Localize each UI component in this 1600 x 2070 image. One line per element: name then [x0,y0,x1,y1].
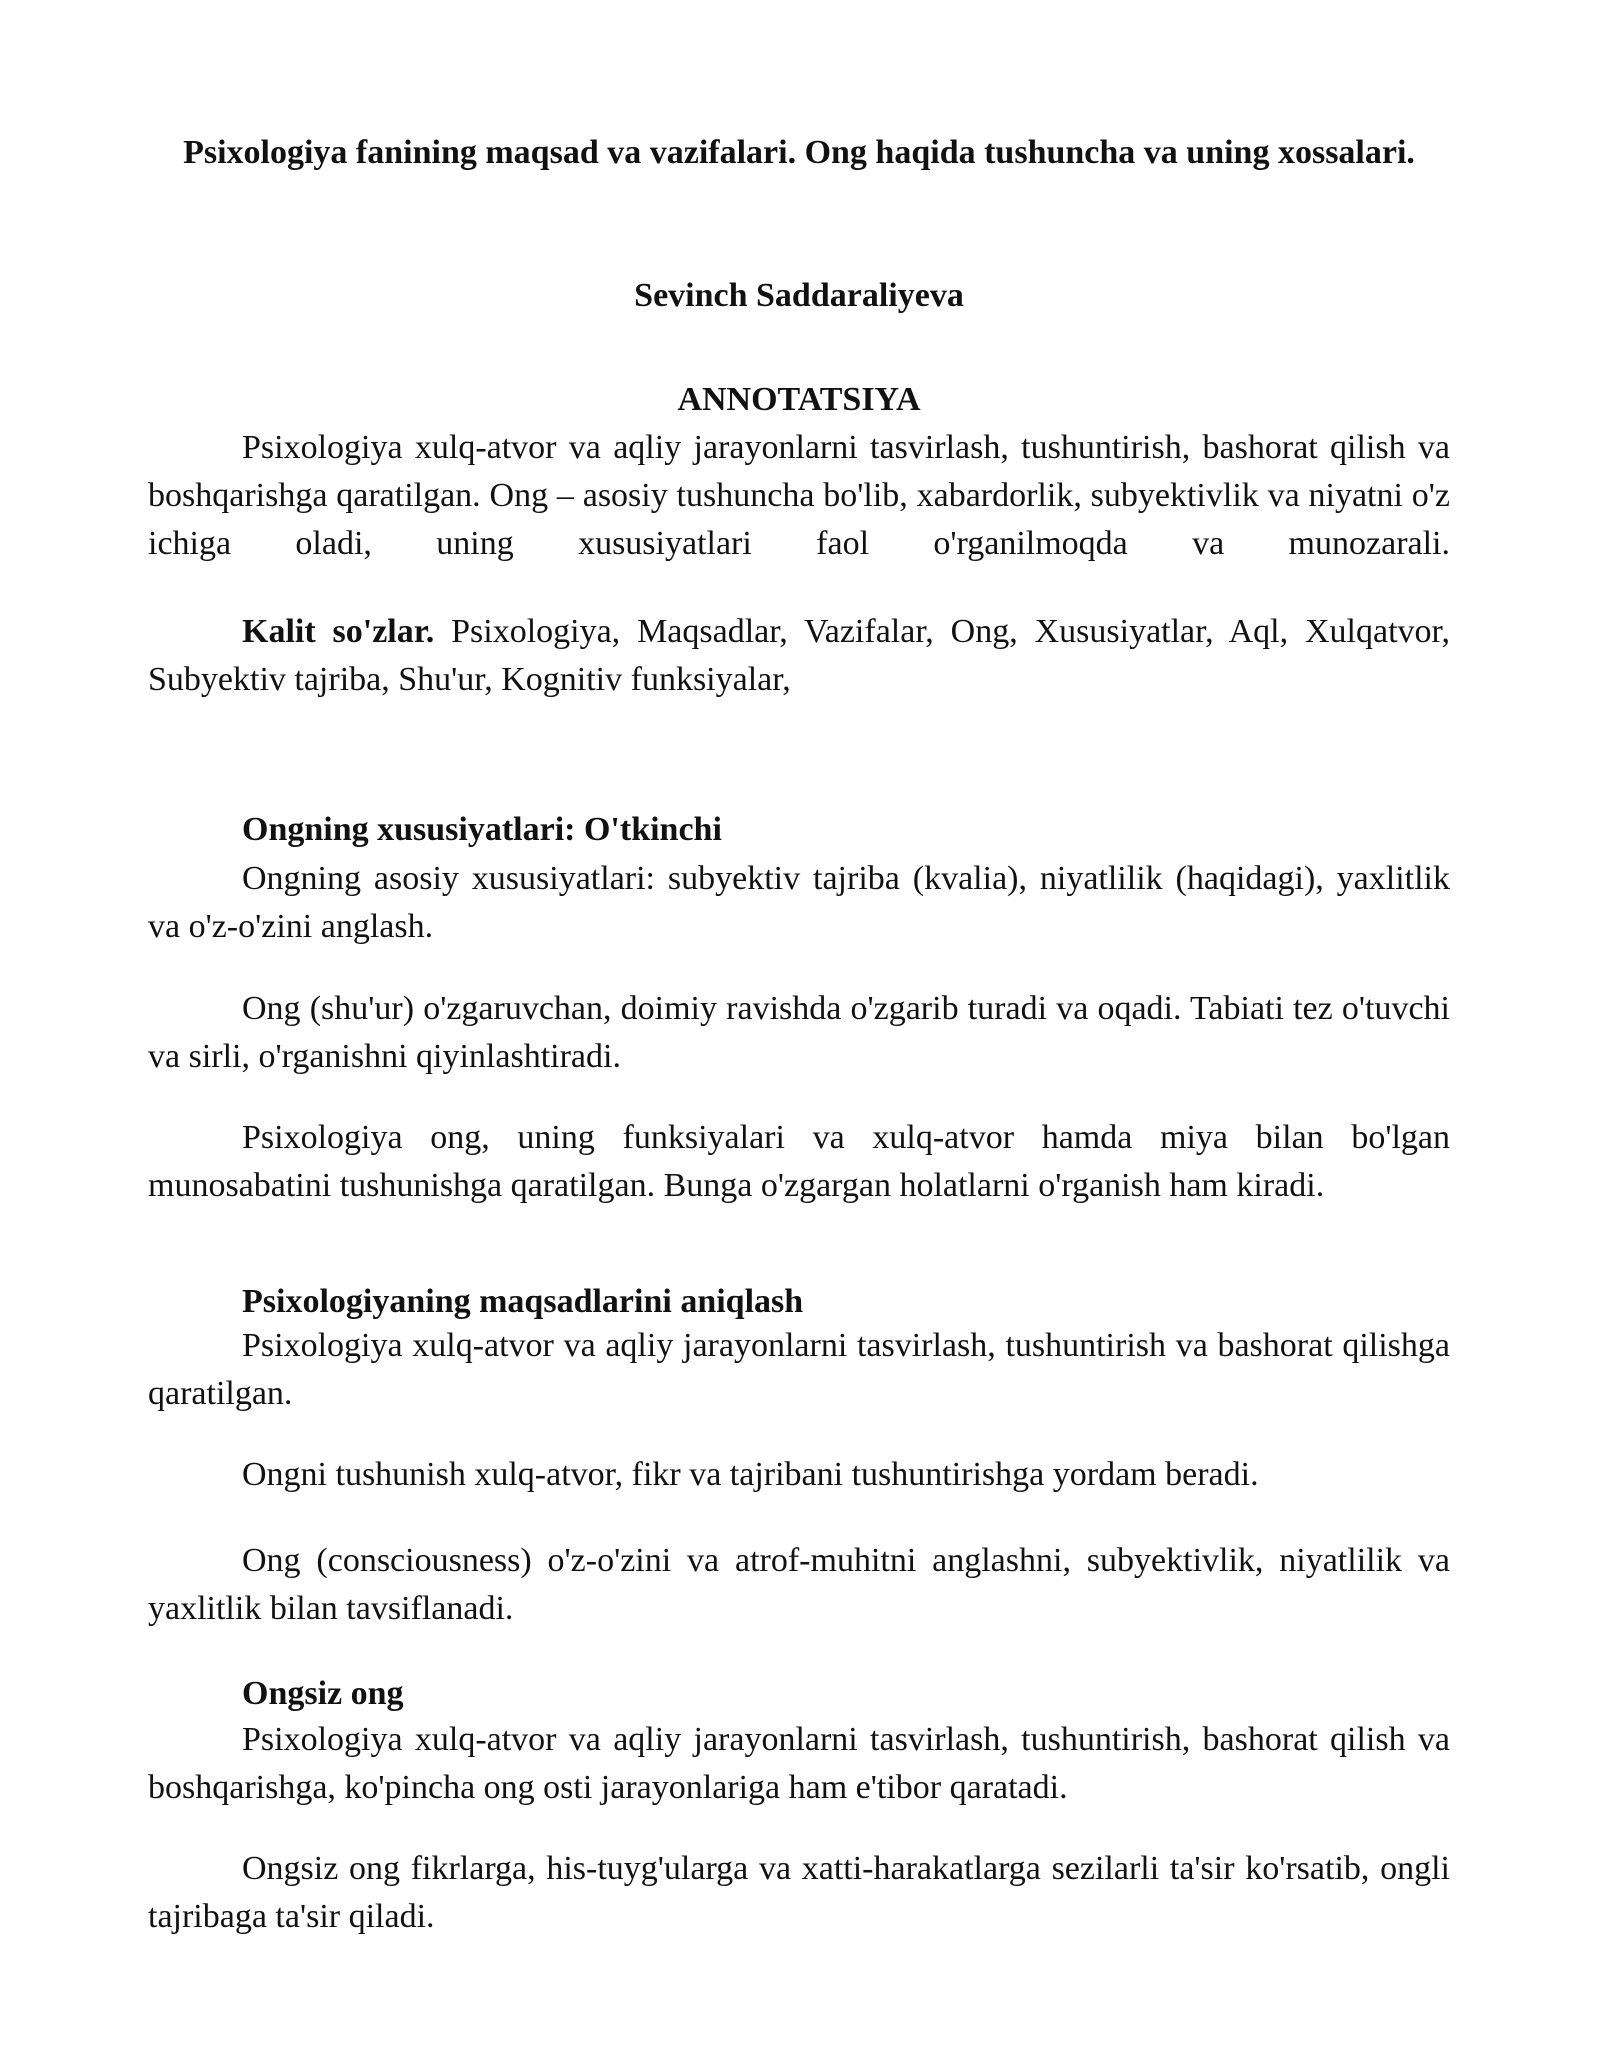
section-1-paragraph-3: Psixologiya ong, uning funksiyalari va xulq-atvor hamda miya bilan bo'lgan munosabatini tushunishga qaratilgan. Bunga o'zgargan holatlarni o'rganish ham kiradi. [148,1119,1450,1204]
section-2-paragraph-2: Ongni tushunish xulq-atvor, fikr va tajribani tushuntirishga yordam beradi. [242,1456,1259,1493]
annotation-paragraph: Psixologiya xulq-atvor va aqliy jarayonlarni tasvirlash, tushuntirish, bashorat qilish va boshqarishga qaratilgan. Ong – asosiy tushuncha bo'lib, xabardorlik, subyektivlik va niyatni o'z ichiga oladi, uning xususiyatlari faol o'rganilmoqda va munozarali. [148,429,1450,562]
keywords-text: Psixologiya, Maqsadlar, Vazifalar, Ong, Xususiyatlar, Aql, Xulqatvor, Subyektiv tajriba, Shu'ur, Kognitiv funksiyalar, [148,613,1450,698]
keywords-paragraph [148,608,1450,704]
document-title: Psixologiya fanining maqsad va vazifalari. Ong haqida tushuncha va uning xossalari. [183,134,1415,171]
section-1-paragraph-1: Ongning asosiy xususiyatlari: subyektiv tajriba (kvalia), niyatlilik (haqidagi), yaxlitlik va o'z-o'zini anglash. [148,860,1450,945]
section-3-paragraph-1: Psixologiya xulq-atvor va aqliy jarayonlarni tasvirlash, tushuntirish, bashorat qilish va boshqarishga, ko'pincha ong osti jarayonlariga ham e'tibor qaratadi. [148,1721,1450,1806]
keywords-label: Kalit so'zlar. [242,613,435,650]
section-3-paragraph-2: Ongsiz ong fikrlarga, his-tuyg'ularga va xatti-harakatlarga sezilarli ta'sir ko'rsatib, ongli tajribaga ta'sir qiladi. [148,1850,1450,1935]
section-heading-ongsiz-ong: Ongsiz ong [242,1675,404,1712]
section-2-paragraph-1: Psixologiya xulq-atvor va aqliy jarayonlarni tasvirlash, tushuntirish va bashorat qilishga qaratilgan. [148,1327,1450,1412]
section-2-paragraph-3: Ong (consciousness) o'z-o'zini va atrof-muhitni anglashni, subyektivlik, niyatlilik va yaxlitlik bilan tavsiflanadi. [148,1542,1450,1627]
author-name: Sevinch Saddaraliyeva [634,277,964,314]
section-heading-maqsadlar: Psixologiyaning maqsadlarini aniqlash [242,1283,804,1320]
annotation-heading: ANNOTATSIYA [677,381,921,418]
section-heading-ongning-xususiyatlari: Ongning xususiyatlari: O'tkinchi [242,811,722,848]
section-1-paragraph-2: Ong (shu'ur) o'zgaruvchan, doimiy ravishda o'zgarib turadi va oqadi. Tabiati tez o'tuvchi va sirli, o'rganishni qiyinlashtiradi. [148,990,1450,1075]
